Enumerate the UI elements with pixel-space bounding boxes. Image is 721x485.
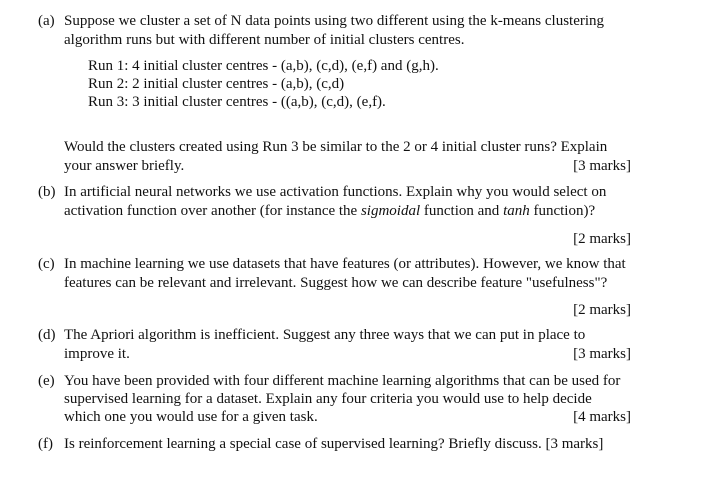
question-a-label: (a) (38, 13, 55, 29)
question-a-marks: [3 marks] (573, 158, 631, 174)
question-d-marks: [3 marks] (573, 346, 631, 362)
question-f-label: (f) (38, 436, 53, 452)
question-b-line2-pre: activation function over another (for instance the (64, 203, 361, 219)
question-a-prompt-line1: Would the clusters created using Run 3 be similar to the 2 or 4 initial cluster runs? Explain (64, 139, 608, 155)
question-d-label: (d) (38, 327, 56, 343)
question-f-line1: Is reinforcement learning a special case of supervised learning? Briefly discuss. [3 marks] (64, 436, 604, 452)
question-b-marks: [2 marks] (573, 231, 631, 247)
question-b-label: (b) (38, 184, 56, 200)
question-e-line3: which one you would use for a given task. (64, 409, 318, 425)
question-b-line2 (64, 202, 595, 220)
question-a-run3: Run 3: 3 initial cluster centres - ((a,b), (c,d), (e,f). (88, 94, 386, 110)
question-e-line2: supervised learning for a dataset. Explain any four criteria you would use to help decide (64, 391, 592, 407)
question-a-run1: Run 1: 4 initial cluster centres - (a,b), (c,d), (e,f) and (g,h). (88, 58, 439, 74)
question-b-sigmoidal: sigmoidal (360, 203, 421, 219)
question-d-line2: improve it. (64, 346, 130, 362)
question-a-line2: algorithm runs but with different number of initial clusters centres. (64, 32, 465, 48)
question-a-run2: Run 2: 2 initial cluster centres - (a,b), (c,d) (88, 76, 345, 92)
question-b-line2-post: function)? (529, 203, 596, 219)
question-a-prompt-line2: your answer briefly. (64, 158, 185, 174)
question-e-marks: [4 marks] (573, 409, 631, 425)
question-b-tanh: tanh (503, 203, 530, 219)
question-a-line1: Suppose we cluster a set of N data points using two different using the k-means clustering (64, 13, 605, 29)
question-b-line2-mid: function and (420, 203, 504, 219)
question-c-line1: In machine learning we use datasets that have features (or attributes). However, we know that (64, 256, 626, 272)
question-e-label: (e) (38, 373, 55, 389)
question-c-marks: [2 marks] (573, 302, 631, 318)
question-e-line1: You have been provided with four different machine learning algorithms that can be used for (64, 373, 621, 389)
question-c-line2: features can be relevant and irrelevant. Suggest how we can describe feature "usefulness"? (64, 275, 608, 291)
question-b-line1: In artificial neural networks we use activation functions. Explain why you would select on (64, 184, 607, 200)
question-c-label: (c) (38, 256, 55, 272)
question-d-line1: The Apriori algorithm is inefficient. Suggest any three ways that we can put in place to (64, 327, 586, 343)
